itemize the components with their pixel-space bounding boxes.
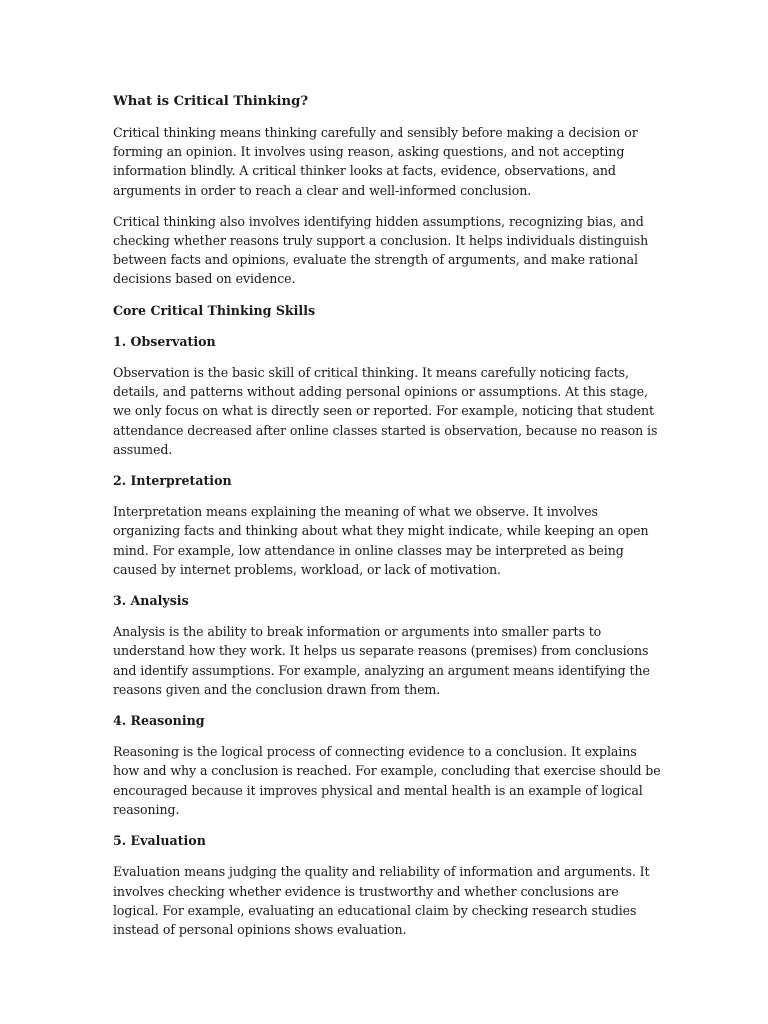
section-body-interpretation: Interpretation means explaining the meaning of what we observe. It involves organizing facts and thinking about what they might indicate, while keeping an open mind. For example, low attendance in online classes may be interpreted as being caused by internet problems, workload, or lack of motivation. xyxy=(113,504,649,577)
document-title: What is Critical Thinking? xyxy=(113,94,309,109)
section-heading-observation: 1. Observation xyxy=(113,333,216,349)
section-heading-reasoning: 4. Reasoning xyxy=(113,713,205,729)
section-body-reasoning: Reasoning is the logical process of connecting evidence to a conclusion. It explains how and why a conclusion is reached. For example, concluding that exercise should be encouraged because it improves physical and mental health is an example of logical reasoning. xyxy=(113,744,661,817)
skills-heading: Core Critical Thinking Skills xyxy=(113,302,316,318)
section-body-analysis: Analysis is the ability to break information or arguments into smaller parts to understand how they work. It helps us separate reasons (premises) from conclusions and identify assumptions. For example, analyzing an argument means identifying the reasons given and the conclusion drawn from them. xyxy=(113,624,650,697)
intro-paragraph-2: Critical thinking also involves identifying hidden assumptions, recognizing bias, and checking whether reasons truly support a conclusion. It helps individuals distinguish between facts and opinions, evaluate the strength of arguments, and make rational decisions based on evidence. xyxy=(113,213,649,287)
section-body-observation: Observation is the basic skill of critical thinking. It means carefully noticing facts, details, and patterns without adding personal opinions or assumptions. At this stage, we only focus on what is directly seen or reported. For example, noticing that student attendance decreased after online classes started is observation, because no reason is assumed. xyxy=(113,365,658,457)
section-body-evaluation: Evaluation means judging the quality and reliability of information and arguments. It involves checking whether evidence is trustworthy and whether conclusions are logical. For example, evaluating an educational claim by checking research studies instead of personal opinions shows evaluation. xyxy=(113,864,650,937)
intro-paragraph-1: Critical thinking means thinking carefully and sensibly before making a decision or forming an opinion. It involves using reason, asking questions, and not accepting information blindly. A critical thinker looks at facts, evidence, observations, and arguments in order to reach a clear and well-informed conclusion. xyxy=(113,125,638,198)
section-heading-evaluation: 5. Evaluation xyxy=(113,833,206,849)
document-page xyxy=(113,91,661,951)
section-heading-analysis: 3. Analysis xyxy=(113,593,189,609)
section-heading-interpretation: 2. Interpretation xyxy=(113,473,232,489)
